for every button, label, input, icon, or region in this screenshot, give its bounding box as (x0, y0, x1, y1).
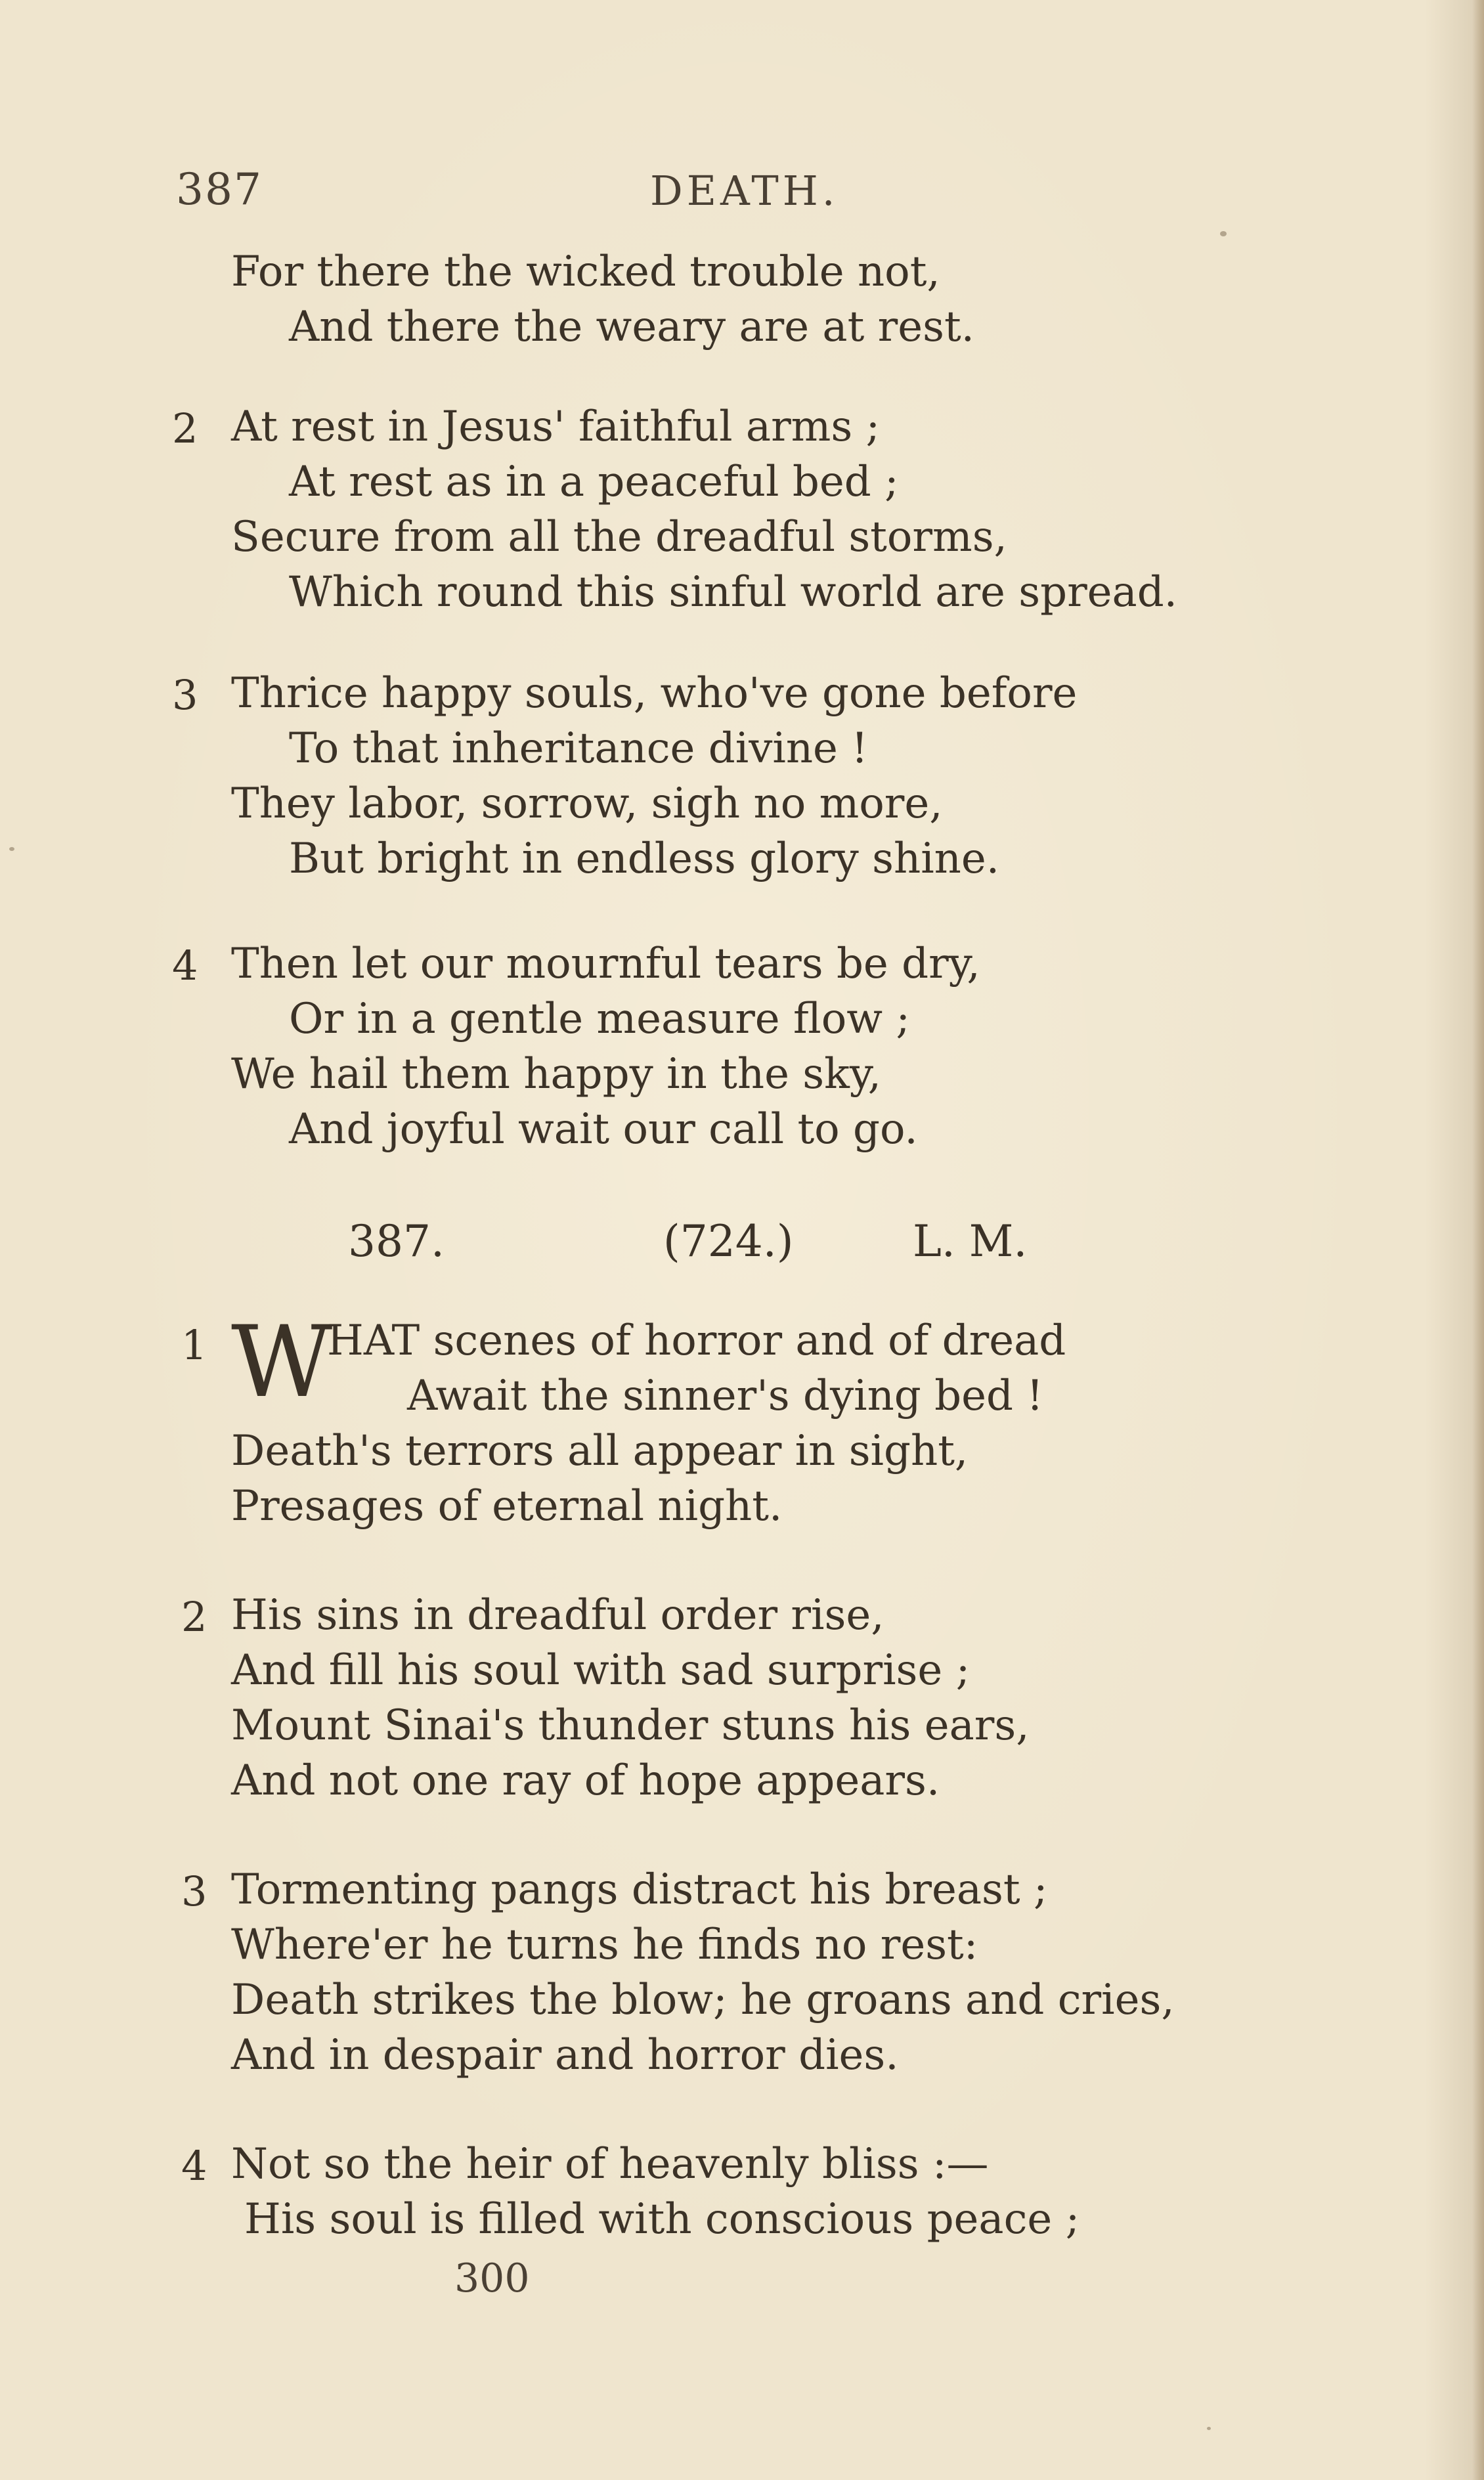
text-line: And there the weary are at rest. (289, 303, 974, 351)
text-line: His soul is filled with conscious peace ; (244, 2195, 1080, 2244)
text-line: And fill his soul with sad surprise ; (231, 1646, 971, 1695)
text-line: Then let our mournful tears be dry, (231, 940, 980, 988)
verse-number: 2 (172, 404, 198, 452)
text-line: And not one ray of hope appears. (231, 1756, 940, 1805)
text-line: At rest as in a peaceful bed ; (289, 458, 899, 506)
text-line: For there the wicked trouble not, (231, 248, 940, 296)
page-footer-number: 300 (454, 2255, 530, 2301)
verse-number: 2 (181, 1593, 207, 1641)
text-line: Death strikes the blow; he groans and cries, (231, 1976, 1175, 2024)
text-line: Death's terrors all appear in sight, (231, 1427, 969, 1475)
hymn-meter: L. M. (913, 1216, 1028, 1267)
text-line: Not so the heir of heavenly bliss :— (231, 2140, 989, 2188)
text-line: To that inheritance divine ! (289, 724, 868, 773)
drop-cap: W (231, 1305, 333, 1420)
paper-speck (1207, 2427, 1211, 2430)
text-line: Mount Sinai's thunder stuns his ears, (231, 1701, 1030, 1750)
text-line: Tormenting pangs distract his breast ; (231, 1865, 1048, 1914)
verse-number: 4 (181, 2142, 207, 2190)
hymn-heading (0, 1216, 1484, 1279)
text-line: We hail them happy in the sky, (231, 1050, 881, 1099)
text-line: Await the sinner's dying bed ! (407, 1372, 1043, 1420)
header-hymn-number: 387 (176, 164, 263, 215)
text-line: Presages of eternal night. (231, 1482, 783, 1531)
paper-speck (9, 847, 14, 851)
verse-number: 4 (172, 942, 198, 990)
paper-speck (1220, 231, 1227, 236)
text-line: Which round this sinful world are spread. (289, 568, 1177, 617)
text-line: Thrice happy souls, who've gone before (231, 669, 1078, 718)
text-line: HAT scenes of horror and of dread (327, 1316, 1066, 1365)
text-line: At rest in Jesus' faithful arms ; (231, 402, 881, 451)
text-line: Or in a gentle measure flow ; (289, 995, 910, 1043)
verse-number: 3 (172, 671, 198, 719)
hymn-number: 387. (348, 1216, 445, 1267)
text-line: His sins in dreadful order rise, (231, 1591, 884, 1640)
header-title: DEATH. (650, 167, 839, 215)
text-line: Secure from all the dreadful storms, (231, 513, 1007, 561)
verse-number: 3 (181, 1867, 207, 1915)
running-header (171, 164, 1287, 217)
text-line: Where'er he turns he finds no rest: (231, 1921, 978, 1969)
verse-number: 1 (181, 1321, 207, 1369)
text-line: And in despair and horror dies. (231, 2031, 899, 2079)
text-line: They labor, sorrow, sigh no more, (231, 779, 943, 828)
hymn-reference: (724.) (663, 1216, 794, 1267)
text-line: And joyful wait our call to go. (289, 1105, 918, 1154)
text-line: But bright in endless glory shine. (289, 835, 1000, 883)
